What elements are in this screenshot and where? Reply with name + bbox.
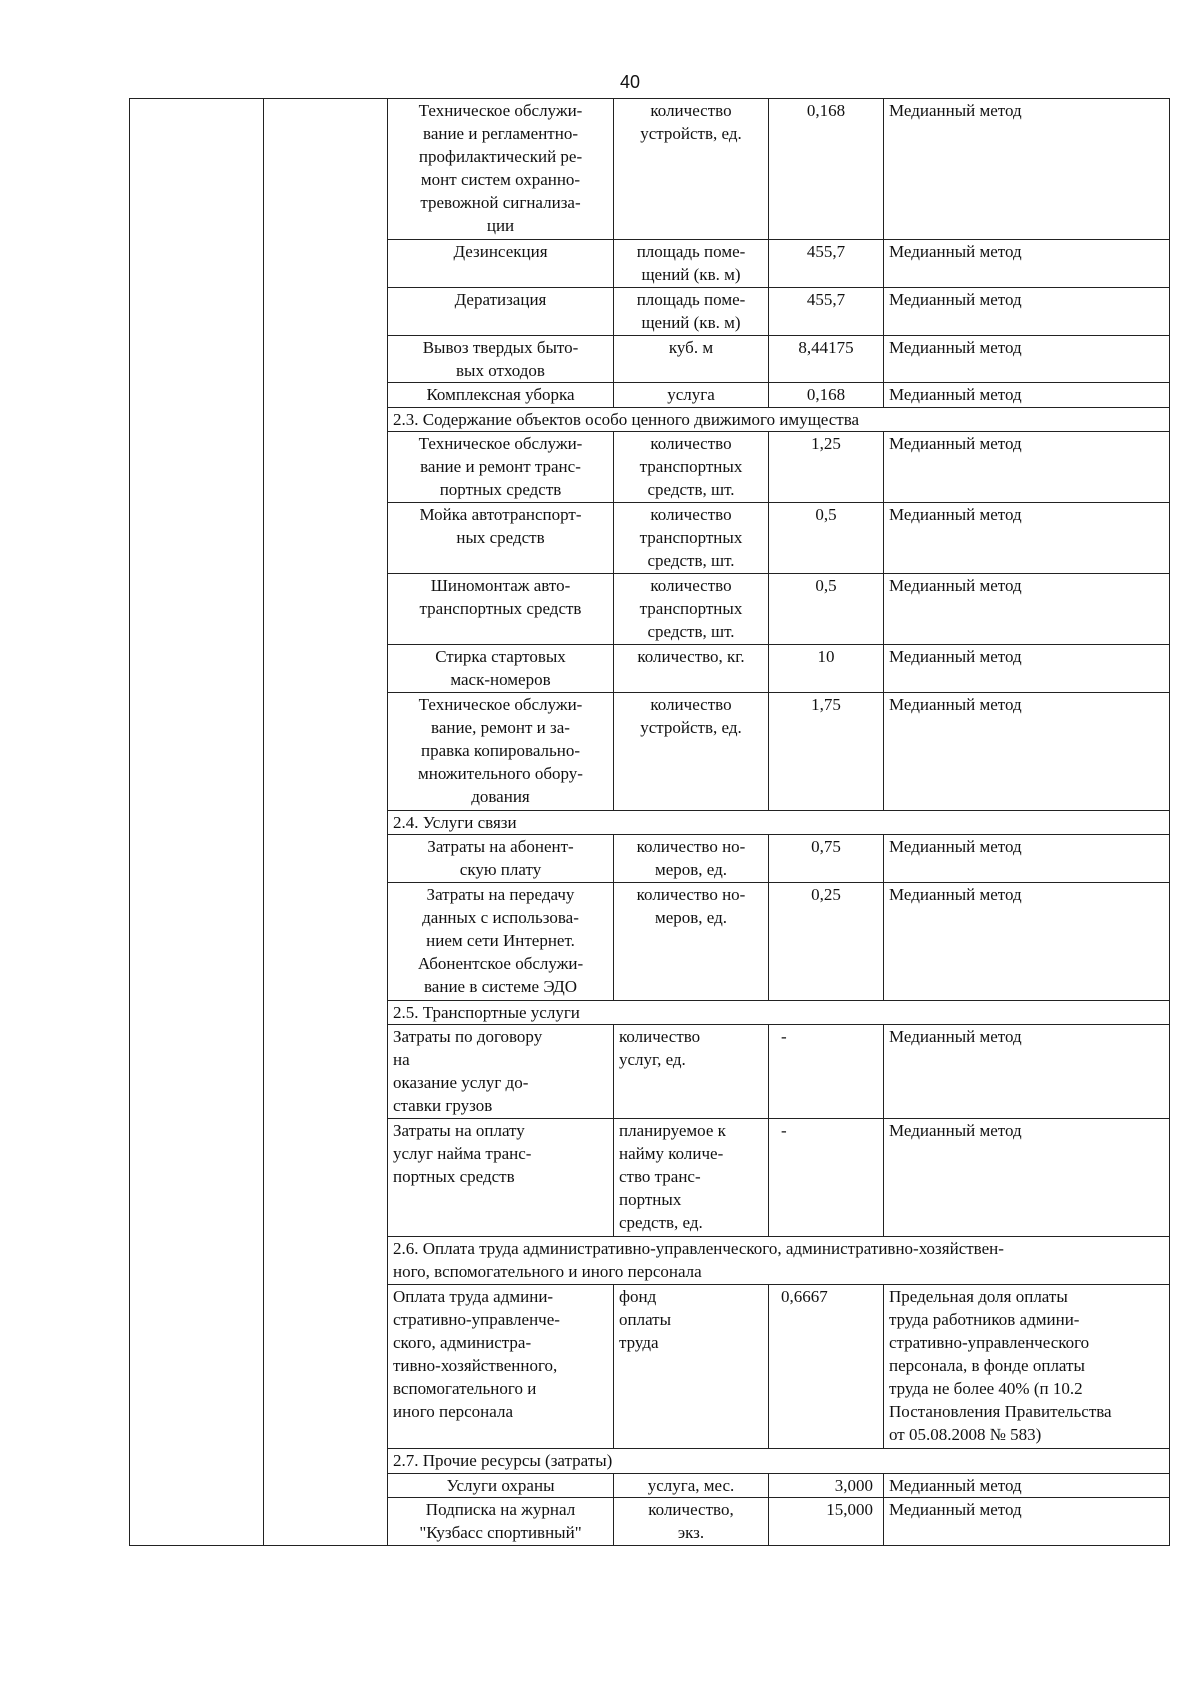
calculation-method: Медианный метод — [884, 574, 1170, 645]
unit-of-measure: услуга — [614, 383, 769, 407]
calculation-method: Медианный метод — [884, 645, 1170, 693]
resource-name: Техническое обслужи- вание, ремонт и за- правка копировально- множительного обору- дования — [388, 692, 614, 810]
unit-of-measure: площадь поме- щений (кв. м) — [614, 240, 769, 288]
norm-value: 0,25 — [769, 882, 884, 1000]
calculation-method: Медианный метод — [884, 335, 1170, 383]
resource-name: Затраты на оплату услуг найма транс- портных средств — [388, 1119, 614, 1237]
resource-name: Оплата труда админи- стративно-управленче- ского, администра- тивно-хозяйственного, вспомогательного и иного персонала — [388, 1284, 614, 1449]
unit-of-measure: количество, экз. — [614, 1498, 769, 1546]
calculation-method: Медианный метод — [884, 1473, 1170, 1497]
empty-column-1 — [130, 99, 264, 1546]
resource-name: Услуги охраны — [388, 1473, 614, 1497]
section-heading: 2.5. Транспортные услуги — [388, 1000, 1170, 1024]
resource-name: Комплексная уборка — [388, 383, 614, 407]
calculation-method: Медианный метод — [884, 882, 1170, 1000]
resource-name: Вывоз твердых быто- вых отходов — [388, 335, 614, 383]
calculation-method: Медианный метод — [884, 1119, 1170, 1237]
norm-value: 1,75 — [769, 692, 884, 810]
page-number: 40 — [619, 72, 641, 92]
section-heading: 2.7. Прочие ресурсы (затраты) — [388, 1449, 1170, 1473]
norm-value: 3,000 — [769, 1473, 884, 1497]
unit-of-measure: количество транспортных средств, шт. — [614, 503, 769, 574]
norm-value: 10 — [769, 645, 884, 693]
norm-value: - — [769, 1119, 884, 1237]
resource-name: Подписка на журнал "Кузбасс спортивный" — [388, 1498, 614, 1546]
calculation-method: Медианный метод — [884, 432, 1170, 503]
norm-value: 0,168 — [769, 383, 884, 407]
resource-name: Шиномонтаж авто- транспортных средств — [388, 574, 614, 645]
norm-value: 455,7 — [769, 287, 884, 335]
calculation-method: Медианный метод — [884, 240, 1170, 288]
calculation-method: Медианный метод — [884, 503, 1170, 574]
calculation-method: Медианный метод — [884, 99, 1170, 240]
unit-of-measure: планируемое к найму количе- ство транс- портных средств, ед. — [614, 1119, 769, 1237]
resource-norms-table — [129, 98, 1170, 1546]
norm-value: 0,6667 — [769, 1284, 884, 1449]
calculation-method: Медианный метод — [884, 1498, 1170, 1546]
calculation-method: Медианный метод — [884, 287, 1170, 335]
resource-name: Техническое обслужи- вание и регламентно- профилактический ре- монт систем охранно- тревожной сигнализа- ции — [388, 99, 614, 240]
norm-value: 15,000 — [769, 1498, 884, 1546]
resource-name: Техническое обслужи- вание и ремонт транс- портных средств — [388, 432, 614, 503]
unit-of-measure: количество транспортных средств, шт. — [614, 574, 769, 645]
section-heading: 2.4. Услуги связи — [388, 810, 1170, 834]
unit-of-measure: куб. м — [614, 335, 769, 383]
norm-value: 455,7 — [769, 240, 884, 288]
resource-name: Стирка стартовых маск-номеров — [388, 645, 614, 693]
norm-value: 0,75 — [769, 835, 884, 883]
norm-value: 8,44175 — [769, 335, 884, 383]
unit-of-measure: количество транспортных средств, шт. — [614, 432, 769, 503]
norm-value: - — [769, 1024, 884, 1118]
resource-name: Затраты на абонент- скую плату — [388, 835, 614, 883]
unit-of-measure: фонд оплаты труда — [614, 1284, 769, 1449]
unit-of-measure: количество но- меров, ед. — [614, 835, 769, 883]
empty-column-2 — [264, 99, 388, 1546]
norm-value: 0,168 — [769, 99, 884, 240]
unit-of-measure: количество устройств, ед. — [614, 692, 769, 810]
calculation-method: Медианный метод — [884, 383, 1170, 407]
unit-of-measure: количество услуг, ед. — [614, 1024, 769, 1118]
resource-name: Дезинсекция — [388, 240, 614, 288]
unit-of-measure: количество устройств, ед. — [614, 99, 769, 240]
norm-value: 1,25 — [769, 432, 884, 503]
calculation-method: Медианный метод — [884, 1024, 1170, 1118]
unit-of-measure: количество но- меров, ед. — [614, 882, 769, 1000]
resource-name: Мойка автотранспорт- ных средств — [388, 503, 614, 574]
section-heading: 2.6. Оплата труда административно-управленческого, административно-хозяйствен- ного, вспомогательного и иного персонала — [388, 1237, 1170, 1285]
norm-value: 0,5 — [769, 503, 884, 574]
unit-of-measure: услуга, мес. — [614, 1473, 769, 1497]
table-row — [130, 99, 1170, 240]
resource-name: Дератизация — [388, 287, 614, 335]
unit-of-measure: количество, кг. — [614, 645, 769, 693]
norm-value: 0,5 — [769, 574, 884, 645]
unit-of-measure: площадь поме- щений (кв. м) — [614, 287, 769, 335]
calculation-method: Предельная доля оплаты труда работников админи- стративно-управленческого персонала, в фонде оплаты труда не более 40% (п 10.2 Постановления Правительства от 05.08.2008 № 583) — [884, 1284, 1170, 1449]
calculation-method: Медианный метод — [884, 692, 1170, 810]
section-heading: 2.3. Содержание объектов особо ценного движимого имущества — [388, 407, 1170, 431]
calculation-method: Медианный метод — [884, 835, 1170, 883]
resource-name: Затраты по договору на оказание услуг до- ставки грузов — [388, 1024, 614, 1118]
resource-name: Затраты на передачу данных с использова- нием сети Интернет. Абонентское обслужи- вание в системе ЭДО — [388, 882, 614, 1000]
